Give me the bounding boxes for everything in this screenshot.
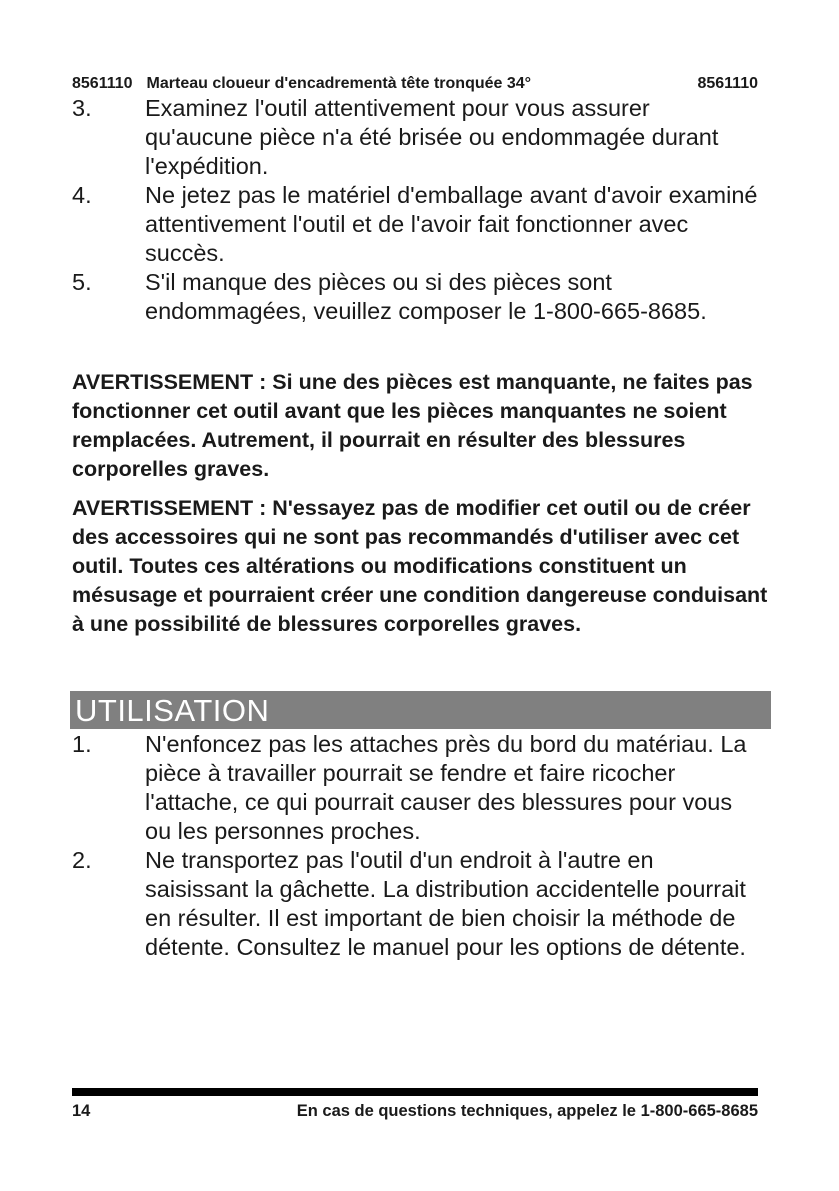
list-item-text: Ne jetez pas le matériel d'emballage avant d'avoir examiné attentivement l'outil et de l'avoir fait fonctionner avec succès.	[145, 182, 758, 266]
list-item-text: N'enfoncez pas les attaches près du bord du matériau. La pièce à travailler pourrait se fendre et faire ricocher l'attache, ce qui pourrait causer des blessures pour vous ou les personnes proches.	[145, 731, 747, 844]
support-phone-text: En cas de questions techniques, appelez le 1-800-665-8685	[296, 1102, 758, 1120]
list-item-text: S'il manque des pièces ou si des pièces sont endommagées, veuillez composer le 1-800-665-8685.	[145, 269, 707, 324]
model-number-right: 8561110	[697, 75, 758, 92]
page-footer	[72, 1101, 758, 1121]
usage-steps-list	[72, 730, 762, 962]
list-item	[72, 268, 762, 326]
list-item	[72, 846, 762, 962]
list-item-text: Examinez l'outil attentivement pour vous assurer qu'aucune pièce n'a été brisée ou endommagée durant l'expédition.	[145, 95, 719, 179]
list-item-number: 2.	[72, 847, 92, 873]
list-item-number: 4.	[72, 182, 92, 208]
list-item-number: 1.	[72, 731, 92, 757]
warning-no-modification: AVERTISSEMENT : N'essayez pas de modifier cet outil ou de créer des accessoires qui ne sont pas recommandés d'utiliser avec cet outil. Toutes ces altérations ou modifications constituent un mésusage et pourraient créer une condition dangereuse conduisant à une possibilité de blessures corporelles graves.	[72, 496, 768, 636]
inspection-steps-list	[72, 94, 762, 326]
footer-divider	[72, 1088, 758, 1096]
list-item-text: Ne transportez pas l'outil d'un endroit à l'autre en saisissant la gâchette. La distribution accidentelle pourrait en résulter. Il est important de bien choisir la méthode de détente. Consultez le manuel pour les options de détente.	[145, 847, 746, 960]
header-left	[72, 74, 531, 94]
list-item-number: 3.	[72, 95, 92, 121]
page-number: 14	[72, 1102, 91, 1120]
page-header	[72, 74, 758, 94]
model-number-left: 8561110	[72, 75, 133, 92]
list-item-number: 5.	[72, 269, 92, 295]
warning-missing-parts: AVERTISSEMENT : Si une des pièces est manquante, ne faites pas fonctionner cet outil avant que les pièces manquantes ne soient remplacées. Autrement, il pourrait en résulter des blessures corporelles graves.	[72, 370, 753, 481]
list-item	[72, 181, 762, 268]
product-title: Marteau cloueur d'encadrementà tête tronquée 34°	[146, 75, 532, 92]
list-item	[72, 94, 762, 181]
section-heading-utilisation: UTILISATION	[70, 691, 771, 729]
list-item	[72, 730, 762, 846]
